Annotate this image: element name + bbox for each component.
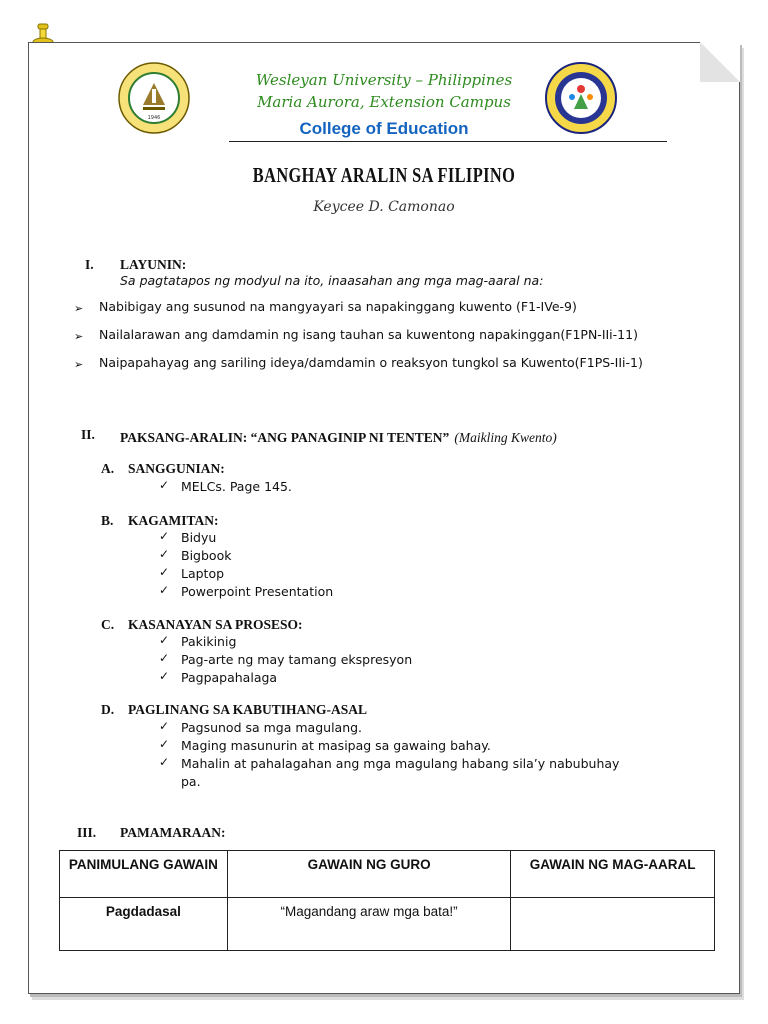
objective-item: Naipapahayag ang sariling ideya/damdamin o reaksyon tungkol sa Kuwento(F1PS-IIi-1) [99, 355, 643, 370]
list-item: MELCs. Page 145. [181, 479, 292, 494]
section-numeral: II. [81, 427, 95, 442]
table-row [60, 898, 715, 951]
section-numeral: I. [85, 257, 94, 272]
list-item: Powerpoint Presentation [181, 584, 334, 599]
list-item: Bigbook [181, 548, 232, 563]
arrow-bullet-icon: ➢ [74, 302, 84, 315]
arrow-bullet-icon: ➢ [74, 358, 84, 371]
author-name: Keycee D. Camonao [313, 199, 455, 215]
list-item: Bidyu [181, 530, 217, 545]
section-heading: PAKSANG-ARALIN: “ANG PANAGINIP NI TENTEN” [120, 430, 450, 445]
subsection-heading: SANGGUNIAN: [128, 461, 225, 476]
lesson-plan-page [28, 42, 740, 994]
table-header-cell: GAWAIN NG MAG-AARAL [511, 851, 715, 898]
procedure-table [59, 850, 715, 951]
table-cell [511, 898, 715, 951]
header-rule [229, 141, 667, 142]
list-item: Maging masunurin at masipag sa gawaing bahay. [181, 738, 491, 753]
subsection-letter: C. [101, 617, 115, 632]
check-icon: ✓ [159, 669, 170, 683]
campus-name: Maria Aurora, Extension Campus [257, 93, 511, 111]
check-icon: ✓ [159, 565, 170, 579]
table-header-row [60, 851, 715, 898]
college-name: College of Education [299, 119, 469, 138]
check-icon: ✓ [159, 755, 170, 769]
section-heading: PAMAMARAAN: [120, 825, 226, 840]
list-item: Mahalin at pahalagahan ang mga magulang habang sila’y nabubuhay [181, 756, 620, 771]
arrow-bullet-icon: ➢ [74, 330, 84, 343]
seal-year-text: 1946 [147, 115, 161, 121]
document-title: BANGHAY ARALIN SA FILIPINO [252, 163, 516, 187]
table-cell: “Magandang araw mga bata!” [227, 898, 511, 951]
list-item: Pagpapahalaga [181, 670, 278, 685]
subsection-letter: A. [101, 461, 115, 476]
check-icon: ✓ [159, 633, 170, 647]
section-numeral: III. [77, 825, 97, 840]
check-icon: ✓ [159, 583, 170, 597]
table-header-cell: GAWAIN NG GURO [227, 851, 511, 898]
university-name: Wesleyan University – Philippines [255, 71, 513, 89]
section-heading: LAYUNIN: [120, 257, 187, 272]
list-item: Pag-arte ng may tamang ekspresyon [181, 652, 413, 667]
table-header-cell: PANIMULANG GAWAIN [60, 851, 228, 898]
list-item: Pakikinig [181, 634, 237, 649]
list-item: Pagsunod sa mga magulang. [181, 720, 363, 735]
objective-item: Nailalarawan ang damdamin ng isang tauhan sa kuwentong napakinggan(F1PN-IIi-11) [99, 327, 638, 342]
table-cell: Pagdadasal [60, 898, 228, 951]
check-icon: ✓ [159, 547, 170, 561]
list-item: Laptop [181, 566, 225, 581]
subsection-letter: B. [101, 513, 114, 528]
check-icon: ✓ [159, 651, 170, 665]
check-icon: ✓ [159, 737, 170, 751]
subsection-letter: D. [101, 702, 115, 717]
subsection-heading: PAGLINANG SA KABUTIHANG-ASAL [128, 702, 368, 717]
check-icon: ✓ [159, 529, 170, 543]
section-intro: Sa pagtatapos ng modyul na ito, inaasahan ang mga mag-aaral na: [120, 273, 544, 288]
check-icon: ✓ [159, 719, 170, 733]
section-heading-note: (Maikling Kwento) [454, 430, 557, 445]
subsection-heading: KAGAMITAN: [128, 513, 219, 528]
objective-item: Nabibigay ang susunod na mangyayari sa napakinggang kuwento (F1-IVe-9) [99, 299, 577, 314]
list-item-continuation: pa. [181, 774, 201, 789]
subsection-heading: KASANAYAN SA PROSESO: [128, 617, 303, 632]
check-icon: ✓ [159, 478, 170, 492]
